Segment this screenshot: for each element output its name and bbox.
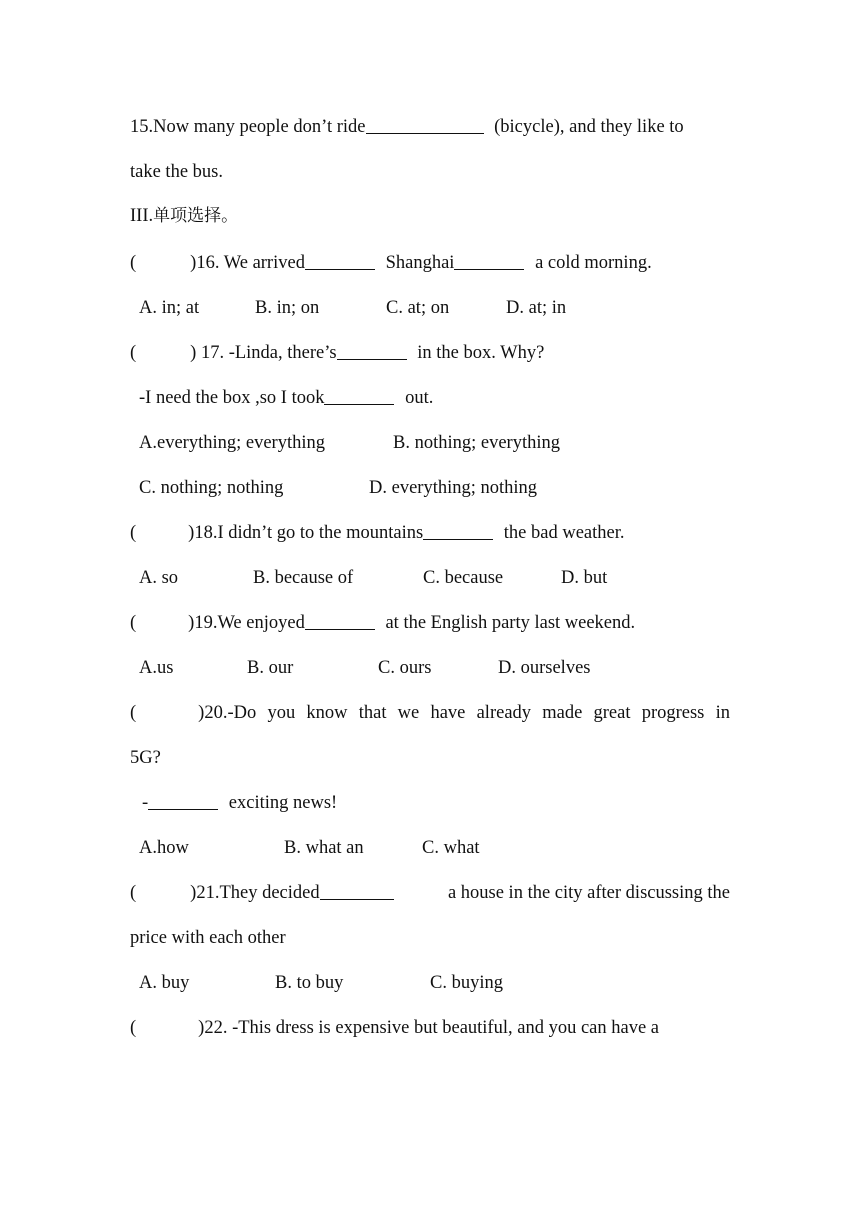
q20-option-b[interactable]: B. what an	[284, 838, 364, 858]
section-roman: III.	[130, 206, 154, 226]
q16-option-a[interactable]: A. in; at	[139, 298, 200, 318]
q17-option-a[interactable]: A.everything; everything	[139, 433, 325, 453]
q18-option-b[interactable]: B. because of	[253, 568, 354, 588]
q18-option-d[interactable]: D. but	[561, 568, 608, 588]
question-16-stem	[130, 251, 652, 275]
answer-blank[interactable]	[148, 791, 218, 810]
answer-blank[interactable]	[320, 881, 394, 900]
answer-paren-open: (	[130, 343, 137, 363]
question-17-stem	[130, 341, 544, 365]
q17-line2a: -I need the box ,so I took	[139, 388, 325, 408]
answer-blank[interactable]	[454, 251, 524, 270]
section-heading	[130, 204, 238, 228]
question-17-reply	[139, 386, 433, 410]
q19-stem2: at the English party last weekend.	[385, 613, 636, 633]
q20-word: made	[542, 703, 583, 723]
q20-option-c[interactable]: C. what	[422, 838, 480, 858]
question-20-reply	[142, 791, 337, 815]
q21-stem1: )21.They decided	[190, 883, 320, 903]
answer-blank[interactable]	[305, 611, 375, 630]
q20-word: in	[715, 703, 730, 723]
question-22-stem	[130, 1016, 659, 1040]
answer-paren-open: (	[130, 613, 137, 633]
question-19-stem	[130, 611, 635, 635]
q17-line2b: out.	[405, 388, 434, 408]
q21-left	[130, 881, 394, 905]
q20-word: that	[358, 703, 387, 723]
q16-option-b[interactable]: B. in; on	[255, 298, 320, 318]
q20-word: know	[306, 703, 348, 723]
question-21-stem	[130, 881, 730, 905]
q20-line3b: exciting news!	[228, 793, 338, 813]
q22-stem1: )22. -This dress is expensive but beautiful, and you can have a	[198, 1018, 660, 1038]
q19-option-c[interactable]: C. ours	[378, 658, 432, 678]
q19-option-a[interactable]: A.us	[139, 658, 174, 678]
q16-option-c[interactable]: C. at; on	[386, 298, 450, 318]
q18-stem1: )18.I didn’t go to the mountains	[188, 523, 424, 543]
q18-stem2: the bad weather.	[503, 523, 625, 543]
q20-word: great	[593, 703, 631, 723]
q17-option-b[interactable]: B. nothing; everything	[393, 433, 560, 453]
q19-option-d[interactable]: D. ourselves	[498, 658, 591, 678]
q19-stem1: )19.We enjoyed	[188, 613, 305, 633]
q20-word: progress	[641, 703, 705, 723]
answer-blank[interactable]	[305, 251, 375, 270]
q15-text-part2: (bicycle), and they like to	[494, 117, 684, 137]
answer-paren-open: (	[130, 883, 137, 903]
question-21-line2: price with each other	[130, 928, 286, 948]
answer-paren-open: (	[130, 253, 137, 273]
q20-word: already	[476, 703, 532, 723]
q21-option-b[interactable]: B. to buy	[275, 973, 344, 993]
q17-stem2: in the box. Why?	[417, 343, 545, 363]
q17-option-c[interactable]: C. nothing; nothing	[139, 478, 284, 498]
answer-paren-open: (	[130, 703, 137, 723]
q15-text-part1: 15.Now many people don’t ride	[130, 117, 366, 137]
q20-paren-group	[130, 701, 256, 725]
q20-word: we	[397, 703, 420, 723]
answer-paren-open: (	[130, 523, 137, 543]
q21-option-a[interactable]: A. buy	[139, 973, 190, 993]
q20-word: you	[267, 703, 296, 723]
answer-blank[interactable]	[324, 386, 394, 405]
q17-option-d[interactable]: D. everything; nothing	[369, 478, 538, 498]
q21-stem2: a house in the city after discussing the	[447, 883, 730, 903]
q20-word: have	[430, 703, 466, 723]
q16-option-d[interactable]: D. at; in	[506, 298, 567, 318]
question-15-line2: take the bus.	[130, 162, 223, 182]
question-15-line1	[130, 115, 684, 139]
q21-option-c[interactable]: C. buying	[430, 973, 503, 993]
answer-paren-open: (	[130, 1018, 137, 1038]
q20-option-a[interactable]: A.how	[139, 838, 189, 858]
q16-stem2: Shanghai	[385, 253, 455, 273]
q18-option-c[interactable]: C. because	[423, 568, 504, 588]
question-20-line2: 5G?	[130, 748, 161, 768]
q20-line3a: -	[142, 793, 149, 813]
answer-blank[interactable]	[366, 115, 484, 134]
q16-stem1: )16. We arrived	[190, 253, 305, 273]
q20-word: )20.-Do	[198, 703, 257, 723]
question-20-stem	[130, 701, 730, 725]
section-title: 单项选择。	[153, 206, 239, 226]
q18-option-a[interactable]: A. so	[139, 568, 179, 588]
q16-stem3: a cold morning.	[535, 253, 652, 273]
question-18-stem	[130, 521, 625, 545]
q17-stem1: ) 17. -Linda, there’s	[190, 343, 337, 363]
answer-blank[interactable]	[337, 341, 407, 360]
answer-blank[interactable]	[423, 521, 493, 540]
q19-option-b[interactable]: B. our	[247, 658, 294, 678]
